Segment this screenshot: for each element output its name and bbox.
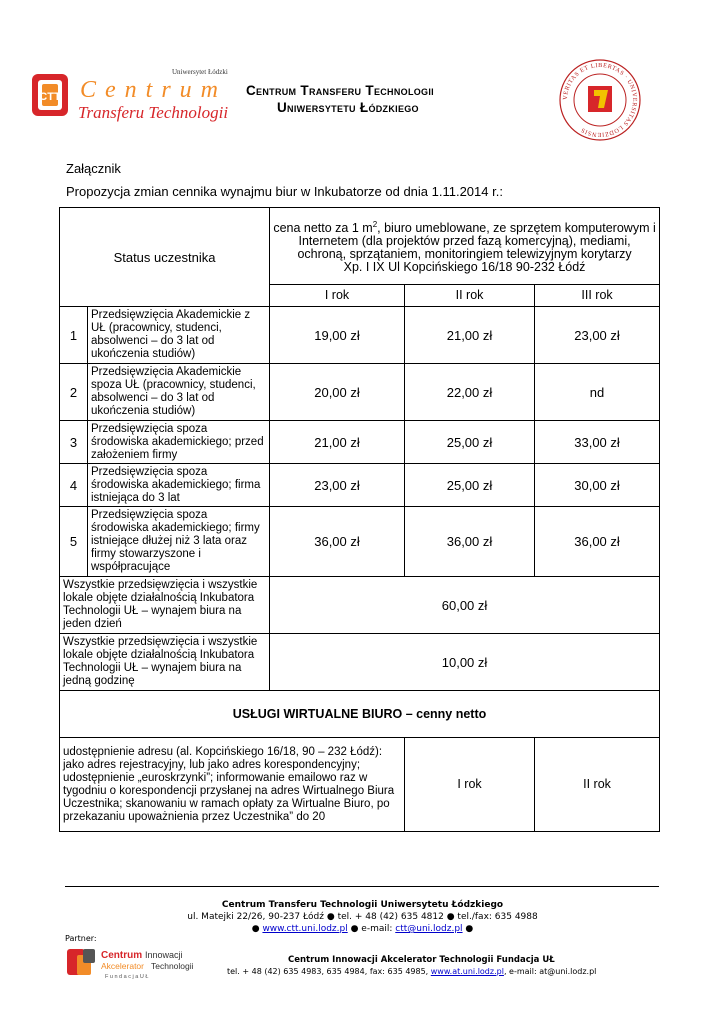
- price-year-3: 23,00 zł: [535, 307, 660, 364]
- footer-org-name: Centrum Transferu Technologii Uniwersytetu Łódzkiego: [221, 900, 504, 910]
- price-year-2: 22,00 zł: [405, 364, 535, 421]
- proposal-text: Propozycja zmian cennika wynajmu biur w Inkubatorze od dnia 1.11.2014 r.:: [66, 184, 503, 199]
- logo-sub-text: Transferu Technologii: [78, 103, 229, 122]
- price-year-1: 23,00 zł: [270, 464, 405, 507]
- price-year-3: 33,00 zł: [535, 421, 660, 464]
- table-row: [60, 307, 660, 364]
- price-year-2: 36,00 zł: [405, 507, 535, 577]
- logo-small-text: Uniwersytet Łódzki: [172, 68, 228, 76]
- row-number: 3: [60, 421, 88, 464]
- row-number: 4: [60, 464, 88, 507]
- price-year-2: 21,00 zł: [405, 307, 535, 364]
- price-year-2: 25,00 zł: [405, 421, 535, 464]
- row-number: 5: [60, 507, 88, 577]
- partner-logo-fundacja: F u n d a c j a U Ł: [105, 974, 149, 980]
- partner-logo-innowacji: Innowacji: [145, 950, 183, 960]
- year-2-header: II rok: [405, 285, 535, 307]
- table-row: [60, 507, 660, 577]
- logo-mark: CTT: [39, 91, 61, 103]
- price-header-b: , biuro umeblowane, ze sprzętem komputerowym i Internetem (dla projektów przed fazą komercyjną), mediami, ochroną, sprzątaniem, monitoringiem telewizyjnym korytarzy: [297, 221, 656, 262]
- price-year-1: 20,00 zł: [270, 364, 405, 421]
- price-table: [59, 207, 660, 832]
- header-title-line2: Uniwersytetu Łódzkiego: [277, 100, 419, 115]
- footer-email-link[interactable]: ctt@uni.lodz.pl: [395, 924, 463, 934]
- hour-rental-price: 10,00 zł: [270, 634, 660, 691]
- partner-website-link[interactable]: www.at.uni.lodz.pl: [430, 967, 504, 976]
- virtual-office-description: udostępnienie adresu (al. Kopcińskiego 16/18, 90 – 232 Łódź): jako adres rejestracyjny, lub jako adres korespondencyjny; udostępnienie „euroskrzynki”; informowanie emailowo raz w tygodniu o korespondencji przysłanej na adres Wirtualnego Biura Uczestnika; skanowaniu w ramach opłaty za Wirtualne Biuro, po przekazaniu upoważnienia przez Uczestnika” do 20: [60, 738, 405, 832]
- price-year-3: 36,00 zł: [535, 507, 660, 577]
- partner-label: Partner:: [65, 934, 97, 943]
- footer-email-label: ● e-mail:: [347, 924, 396, 934]
- university-seal: [558, 58, 642, 142]
- virtual-office-header: USŁUGI WIRTUALNE BIURO – cenny netto: [60, 691, 660, 738]
- partner-contact-b: , e-mail: at@uni.lodz.pl: [503, 967, 597, 976]
- row-number: 2: [60, 364, 88, 421]
- footer-address: ul. Matejki 22/26, 90-237 Łódź ● tel. + 48 (42) 635 4812 ● tel./fax: 635 4988: [187, 912, 538, 922]
- partner-logo-akcelerator: Akcelerator: [101, 961, 144, 971]
- partner-org-name: Centrum Innowacji Akcelerator Technologii Fundacja UŁ: [288, 955, 555, 965]
- row-description: Przedsięwzięcia Akademickie spoza UŁ (pracownicy, studenci, absolwenci – do 3 lat od ukończenia studiów): [88, 364, 270, 421]
- row-description: Przedsięwzięcia Akademickie z UŁ (pracownicy, studenci, absolwenci – do 3 lat od ukończenia studiów): [88, 307, 270, 364]
- row-number: 1: [60, 307, 88, 364]
- price-header: [270, 208, 660, 285]
- logo-main-text: Centrum: [80, 77, 227, 103]
- day-rental-description: Wszystkie przedsięwzięcia i wszystkie lokale objęte działalnością Inkubatora Technologii UŁ – wynajem biura na jeden dzień: [60, 577, 270, 634]
- price-year-2: 25,00 zł: [405, 464, 535, 507]
- footer-divider: [65, 886, 659, 887]
- table-row: [60, 577, 660, 634]
- footer-bullet: ●: [251, 924, 260, 934]
- price-header-sup: 2: [372, 219, 378, 229]
- table-row: [60, 738, 660, 832]
- hour-rental-description: Wszystkie przedsięwzięcia i wszystkie lokale objęte działalnością Inkubatora Technologii UŁ – wynajem biura na jedną godzinę: [60, 634, 270, 691]
- ctt-logo: [30, 64, 235, 124]
- row-description: Przedsięwzięcia spoza środowiska akademickiego; firmy istniejące dłużej niż 3 lata oraz firmy stowarzyszone i współpracujące: [88, 507, 270, 577]
- header-title: [246, 82, 434, 116]
- price-header-location: Xp. I IX Ul Kopcińskiego 16/18 90-232 Łódź: [343, 260, 586, 275]
- price-header-a: cena netto za 1 m: [273, 221, 373, 236]
- year-3-header: III rok: [535, 285, 660, 307]
- day-rental-price: 60,00 zł: [270, 577, 660, 634]
- price-year-1: 19,00 zł: [270, 307, 405, 364]
- seal-text: VERITAS ET LIBERTAS · UNIVERSITAS LODZIENSIS: [561, 61, 639, 139]
- partner-logo-main: Centrum: [101, 950, 143, 961]
- table-row: [60, 421, 660, 464]
- price-year-3: nd: [535, 364, 660, 421]
- status-header: Status uczestnika: [60, 208, 270, 307]
- price-year-3: 30,00 zł: [535, 464, 660, 507]
- attachment-label: Załącznik: [66, 161, 121, 176]
- row-description: Przedsięwzięcia spoza środowiska akademickiego; firma istniejąca do 3 lat: [88, 464, 270, 507]
- virtual-year-2: II rok: [535, 738, 660, 832]
- table-row: [60, 634, 660, 691]
- table-row: [60, 464, 660, 507]
- price-year-1: 21,00 zł: [270, 421, 405, 464]
- row-description: Przedsięwzięcia spoza środowiska akademickiego; przed założeniem firmy: [88, 421, 270, 464]
- price-year-1: 36,00 zł: [270, 507, 405, 577]
- header-title-line1: Centrum Transferu Technologii: [246, 83, 434, 98]
- virtual-year-1: I rok: [405, 738, 535, 832]
- year-1-header: I rok: [270, 285, 405, 307]
- partner-logo-technologii: Technologii: [151, 961, 194, 971]
- partner-contacts: [227, 967, 596, 976]
- partner-logo: [65, 945, 220, 981]
- footer-contacts: [0, 924, 725, 934]
- partner-contact-a: tel. + 48 (42) 635 4983, 635 4984, fax: 635 4985,: [227, 967, 431, 976]
- footer-website-link[interactable]: www.ctt.uni.lodz.pl: [262, 924, 348, 934]
- table-row: [60, 364, 660, 421]
- footer-end-bullet: ●: [462, 924, 474, 934]
